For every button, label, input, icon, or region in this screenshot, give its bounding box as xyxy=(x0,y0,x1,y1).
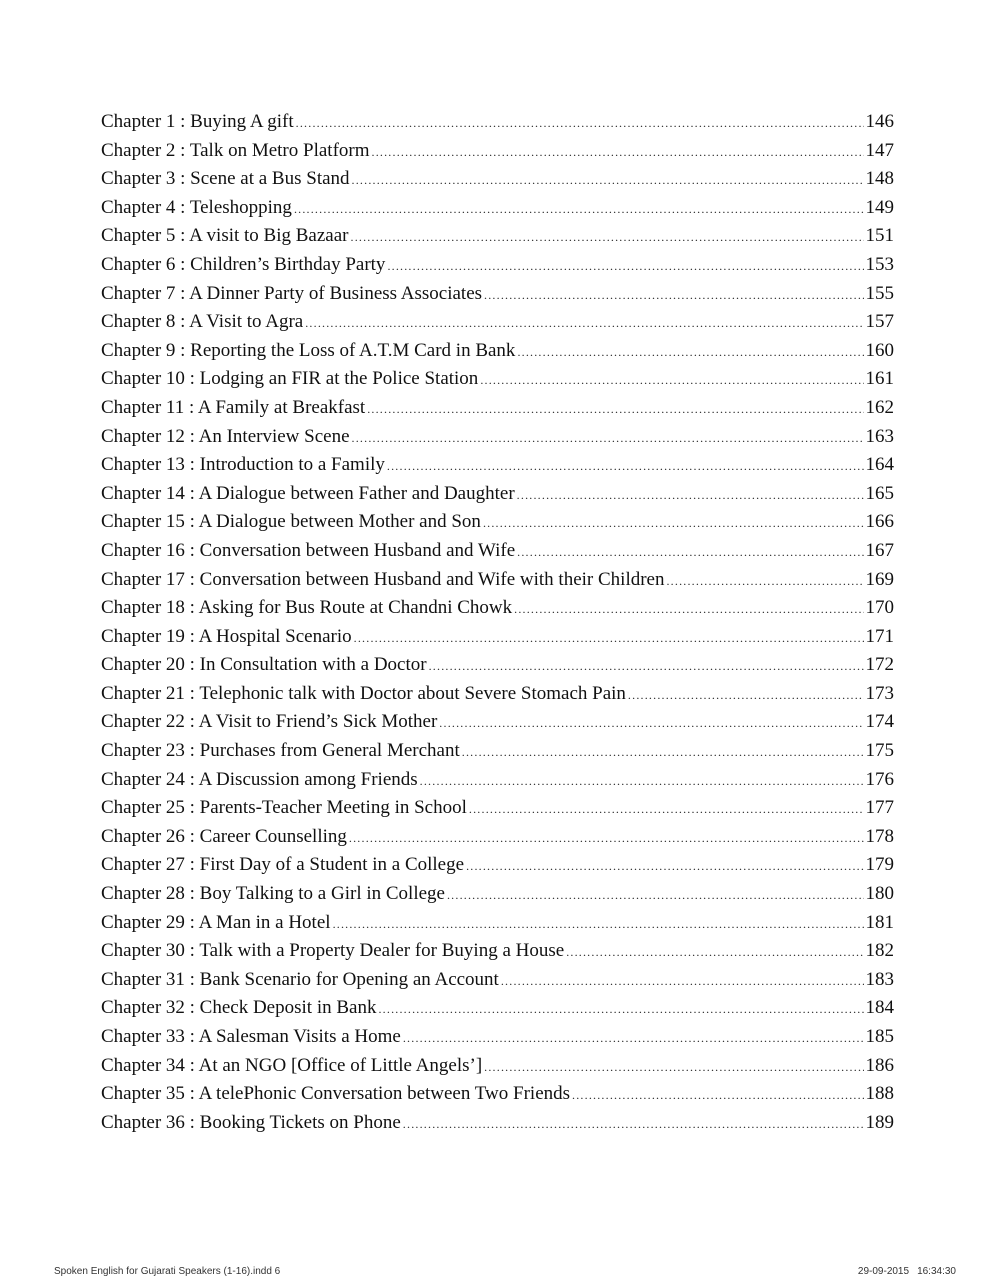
toc-entry-page-number: 176 xyxy=(865,768,894,790)
toc-entry-title: Chapter 6 : Children’s Birthday Party xyxy=(101,253,386,275)
toc-entry xyxy=(101,912,894,941)
toc-entry-page-number: 148 xyxy=(865,168,894,190)
footer-date: 29-09-2015 xyxy=(857,1266,910,1277)
toc-entry-page-number: 180 xyxy=(865,883,894,905)
toc-entry xyxy=(101,254,894,283)
toc-entry-page-number: 161 xyxy=(865,368,894,390)
toc-entry xyxy=(101,540,894,569)
toc-entry-page-number: 171 xyxy=(865,625,894,647)
toc-entry-page-number: 160 xyxy=(865,339,894,361)
dot-leader xyxy=(296,116,864,131)
toc-entry-title: Chapter 29 : A Man in a Hotel xyxy=(101,911,331,933)
toc-entry-title: Chapter 27 : First Day of a Student in a College xyxy=(101,854,465,876)
toc-entry-page-number: 186 xyxy=(865,1054,894,1076)
toc-entry xyxy=(101,654,894,683)
toc-entry-title: Chapter 30 : Talk with a Property Dealer for Buying a House xyxy=(101,940,565,962)
toc-entry xyxy=(101,997,894,1026)
toc-entry-title: Chapter 18 : Asking for Bus Route at Chandni Chowk xyxy=(101,597,513,619)
dot-leader xyxy=(429,659,864,674)
toc-entry xyxy=(101,969,894,998)
toc-entry-page-number: 189 xyxy=(865,1111,894,1133)
dot-leader xyxy=(378,1002,863,1017)
toc-entry xyxy=(101,283,894,312)
toc-entry xyxy=(101,569,894,598)
table-of-contents xyxy=(101,111,894,1140)
dot-leader xyxy=(501,974,864,989)
toc-entry-page-number: 188 xyxy=(865,1083,894,1105)
toc-entry-page-number: 149 xyxy=(865,196,894,218)
toc-entry-page-number: 177 xyxy=(865,797,894,819)
toc-entry-title: Chapter 1 : Buying A gift xyxy=(101,111,294,132)
dot-leader xyxy=(466,859,863,874)
toc-entry-title: Chapter 20 : In Consultation with a Doctor xyxy=(101,654,427,676)
toc-entry xyxy=(101,1112,894,1141)
toc-entry xyxy=(101,511,894,540)
dot-leader xyxy=(333,917,864,932)
toc-entry-title: Chapter 17 : Conversation between Husband and Wife with their Children xyxy=(101,568,665,590)
toc-entry xyxy=(101,740,894,769)
toc-entry-page-number: 175 xyxy=(865,740,894,762)
dot-leader xyxy=(462,745,864,760)
toc-entry-title: Chapter 24 : A Discussion among Friends xyxy=(101,768,418,790)
dot-leader xyxy=(352,173,864,188)
dot-leader xyxy=(517,545,863,560)
toc-entry-page-number: 162 xyxy=(865,396,894,418)
toc-entry-title: Chapter 15 : A Dialogue between Mother and Son xyxy=(101,511,481,533)
toc-entry-title: Chapter 32 : Check Deposit in Bank xyxy=(101,997,377,1019)
toc-entry-title: Chapter 8 : A Visit to Agra xyxy=(101,311,304,333)
dot-leader xyxy=(387,459,864,474)
toc-entry-page-number: 165 xyxy=(865,482,894,504)
toc-entry-title: Chapter 35 : A telePhonic Conversation between Two Friends xyxy=(101,1083,571,1105)
toc-entry xyxy=(101,483,894,512)
dot-leader xyxy=(367,402,863,417)
toc-entry xyxy=(101,168,894,197)
dot-leader xyxy=(469,802,864,817)
toc-entry xyxy=(101,311,894,340)
toc-entry-page-number: 151 xyxy=(865,225,894,247)
toc-entry-page-number: 153 xyxy=(865,253,894,275)
toc-entry-page-number: 181 xyxy=(865,911,894,933)
dot-leader xyxy=(294,202,864,217)
toc-entry-page-number: 173 xyxy=(865,682,894,704)
toc-entry xyxy=(101,111,894,140)
dot-leader xyxy=(484,288,863,303)
toc-entry-page-number: 157 xyxy=(865,311,894,333)
dot-leader xyxy=(572,1088,863,1103)
toc-entry xyxy=(101,1026,894,1055)
toc-entry-page-number: 185 xyxy=(865,1026,894,1047)
dot-leader xyxy=(403,1117,864,1132)
toc-entry xyxy=(101,626,894,655)
dot-leader xyxy=(354,631,864,646)
dot-leader xyxy=(387,259,863,274)
toc-entry-title: Chapter 25 : Parents-Teacher Meeting in School xyxy=(101,797,467,819)
dot-leader xyxy=(351,230,864,245)
toc-entry xyxy=(101,368,894,397)
toc-entry-page-number: 183 xyxy=(865,968,894,990)
toc-entry-page-number: 155 xyxy=(865,282,894,304)
dot-leader xyxy=(514,602,863,617)
toc-entry xyxy=(101,597,894,626)
toc-entry-title: Chapter 12 : An Interview Scene xyxy=(101,425,350,447)
toc-entry xyxy=(101,940,894,969)
toc-entry xyxy=(101,225,894,254)
toc-entry xyxy=(101,140,894,169)
dot-leader xyxy=(666,574,863,589)
dot-leader xyxy=(420,774,864,789)
dot-leader xyxy=(628,688,864,703)
toc-entry-page-number: 170 xyxy=(865,597,894,619)
toc-entry xyxy=(101,826,894,855)
toc-entry xyxy=(101,340,894,369)
toc-entry-title: Chapter 2 : Talk on Metro Platform xyxy=(101,139,370,161)
toc-entry xyxy=(101,711,894,740)
toc-entry-title: Chapter 10 : Lodging an FIR at the Police Station xyxy=(101,368,479,390)
dot-leader xyxy=(372,145,864,160)
toc-entry-title: Chapter 9 : Reporting the Loss of A.T.M Card in Bank xyxy=(101,339,516,361)
toc-entry-title: Chapter 3 : Scene at a Bus Stand xyxy=(101,168,350,190)
dot-leader xyxy=(517,345,863,360)
dot-leader xyxy=(403,1031,864,1046)
toc-entry-page-number: 147 xyxy=(865,139,894,161)
toc-entry-title: Chapter 31 : Bank Scenario for Opening an Account xyxy=(101,968,499,990)
dot-leader xyxy=(305,316,863,331)
toc-entry xyxy=(101,883,894,912)
toc-entry-title: Chapter 14 : A Dialogue between Father and Daughter xyxy=(101,482,515,504)
toc-entry-title: Chapter 7 : A Dinner Party of Business Associates xyxy=(101,282,483,304)
toc-entry-title: Chapter 33 : A Salesman Visits a Home xyxy=(101,1026,401,1047)
toc-entry-title: Chapter 23 : Purchases from General Merchant xyxy=(101,740,460,762)
footer-timestamp xyxy=(858,1266,956,1277)
toc-entry-title: Chapter 13 : Introduction to a Family xyxy=(101,454,385,476)
toc-entry xyxy=(101,797,894,826)
toc-entry-page-number: 166 xyxy=(865,511,894,533)
toc-entry xyxy=(101,854,894,883)
footer-time: 16:34:30 xyxy=(917,1266,956,1277)
toc-entry-title: Chapter 11 : A Family at Breakfast xyxy=(101,396,366,418)
toc-entry xyxy=(101,197,894,226)
toc-entry-title: Chapter 16 : Conversation between Husband and Wife xyxy=(101,539,516,561)
toc-entry-title: Chapter 26 : Career Counselling xyxy=(101,825,347,847)
dot-leader xyxy=(447,888,864,903)
toc-entry-page-number: 164 xyxy=(865,454,894,476)
dot-leader xyxy=(439,716,863,731)
toc-entry-page-number: 184 xyxy=(865,997,894,1019)
toc-entry xyxy=(101,397,894,426)
toc-entry-page-number: 179 xyxy=(865,854,894,876)
toc-entry-page-number: 182 xyxy=(865,940,894,962)
toc-entry-page-number: 172 xyxy=(865,654,894,676)
dot-leader xyxy=(566,945,863,960)
footer-file-name: Spoken English for Gujarati Speakers (1-16).indd 6 xyxy=(54,1266,281,1277)
toc-entry-title: Chapter 19 : A Hospital Scenario xyxy=(101,625,352,647)
toc-entry xyxy=(101,1055,894,1084)
toc-entry-page-number: 163 xyxy=(865,425,894,447)
dot-leader xyxy=(483,516,864,531)
toc-entry xyxy=(101,454,894,483)
toc-entry-title: Chapter 21 : Telephonic talk with Doctor about Severe Stomach Pain xyxy=(101,682,626,704)
dot-leader xyxy=(517,488,864,503)
dot-leader xyxy=(349,831,864,846)
toc-entry-page-number: 169 xyxy=(865,568,894,590)
toc-entry-title: Chapter 36 : Booking Tickets on Phone xyxy=(101,1111,401,1133)
toc-entry-page-number: 167 xyxy=(865,539,894,561)
toc-entry-page-number: 174 xyxy=(865,711,894,733)
toc-entry-title: Chapter 34 : At an NGO [Office of Little Angels’] xyxy=(101,1054,483,1076)
toc-entry xyxy=(101,683,894,712)
toc-entry-title: Chapter 28 : Boy Talking to a Girl in College xyxy=(101,883,445,905)
toc-entry-title: Chapter 4 : Teleshopping xyxy=(101,196,292,218)
toc-entry xyxy=(101,426,894,455)
toc-entry-title: Chapter 22 : A Visit to Friend’s Sick Mother xyxy=(101,711,438,733)
dot-leader xyxy=(484,1060,863,1075)
dot-leader xyxy=(352,431,864,446)
toc-entry xyxy=(101,1083,894,1112)
toc-entry xyxy=(101,769,894,798)
toc-entry-page-number: 146 xyxy=(865,111,894,132)
toc-entry-title: Chapter 5 : A visit to Big Bazaar xyxy=(101,225,349,247)
toc-entry-page-number: 178 xyxy=(865,825,894,847)
dot-leader xyxy=(480,373,863,388)
